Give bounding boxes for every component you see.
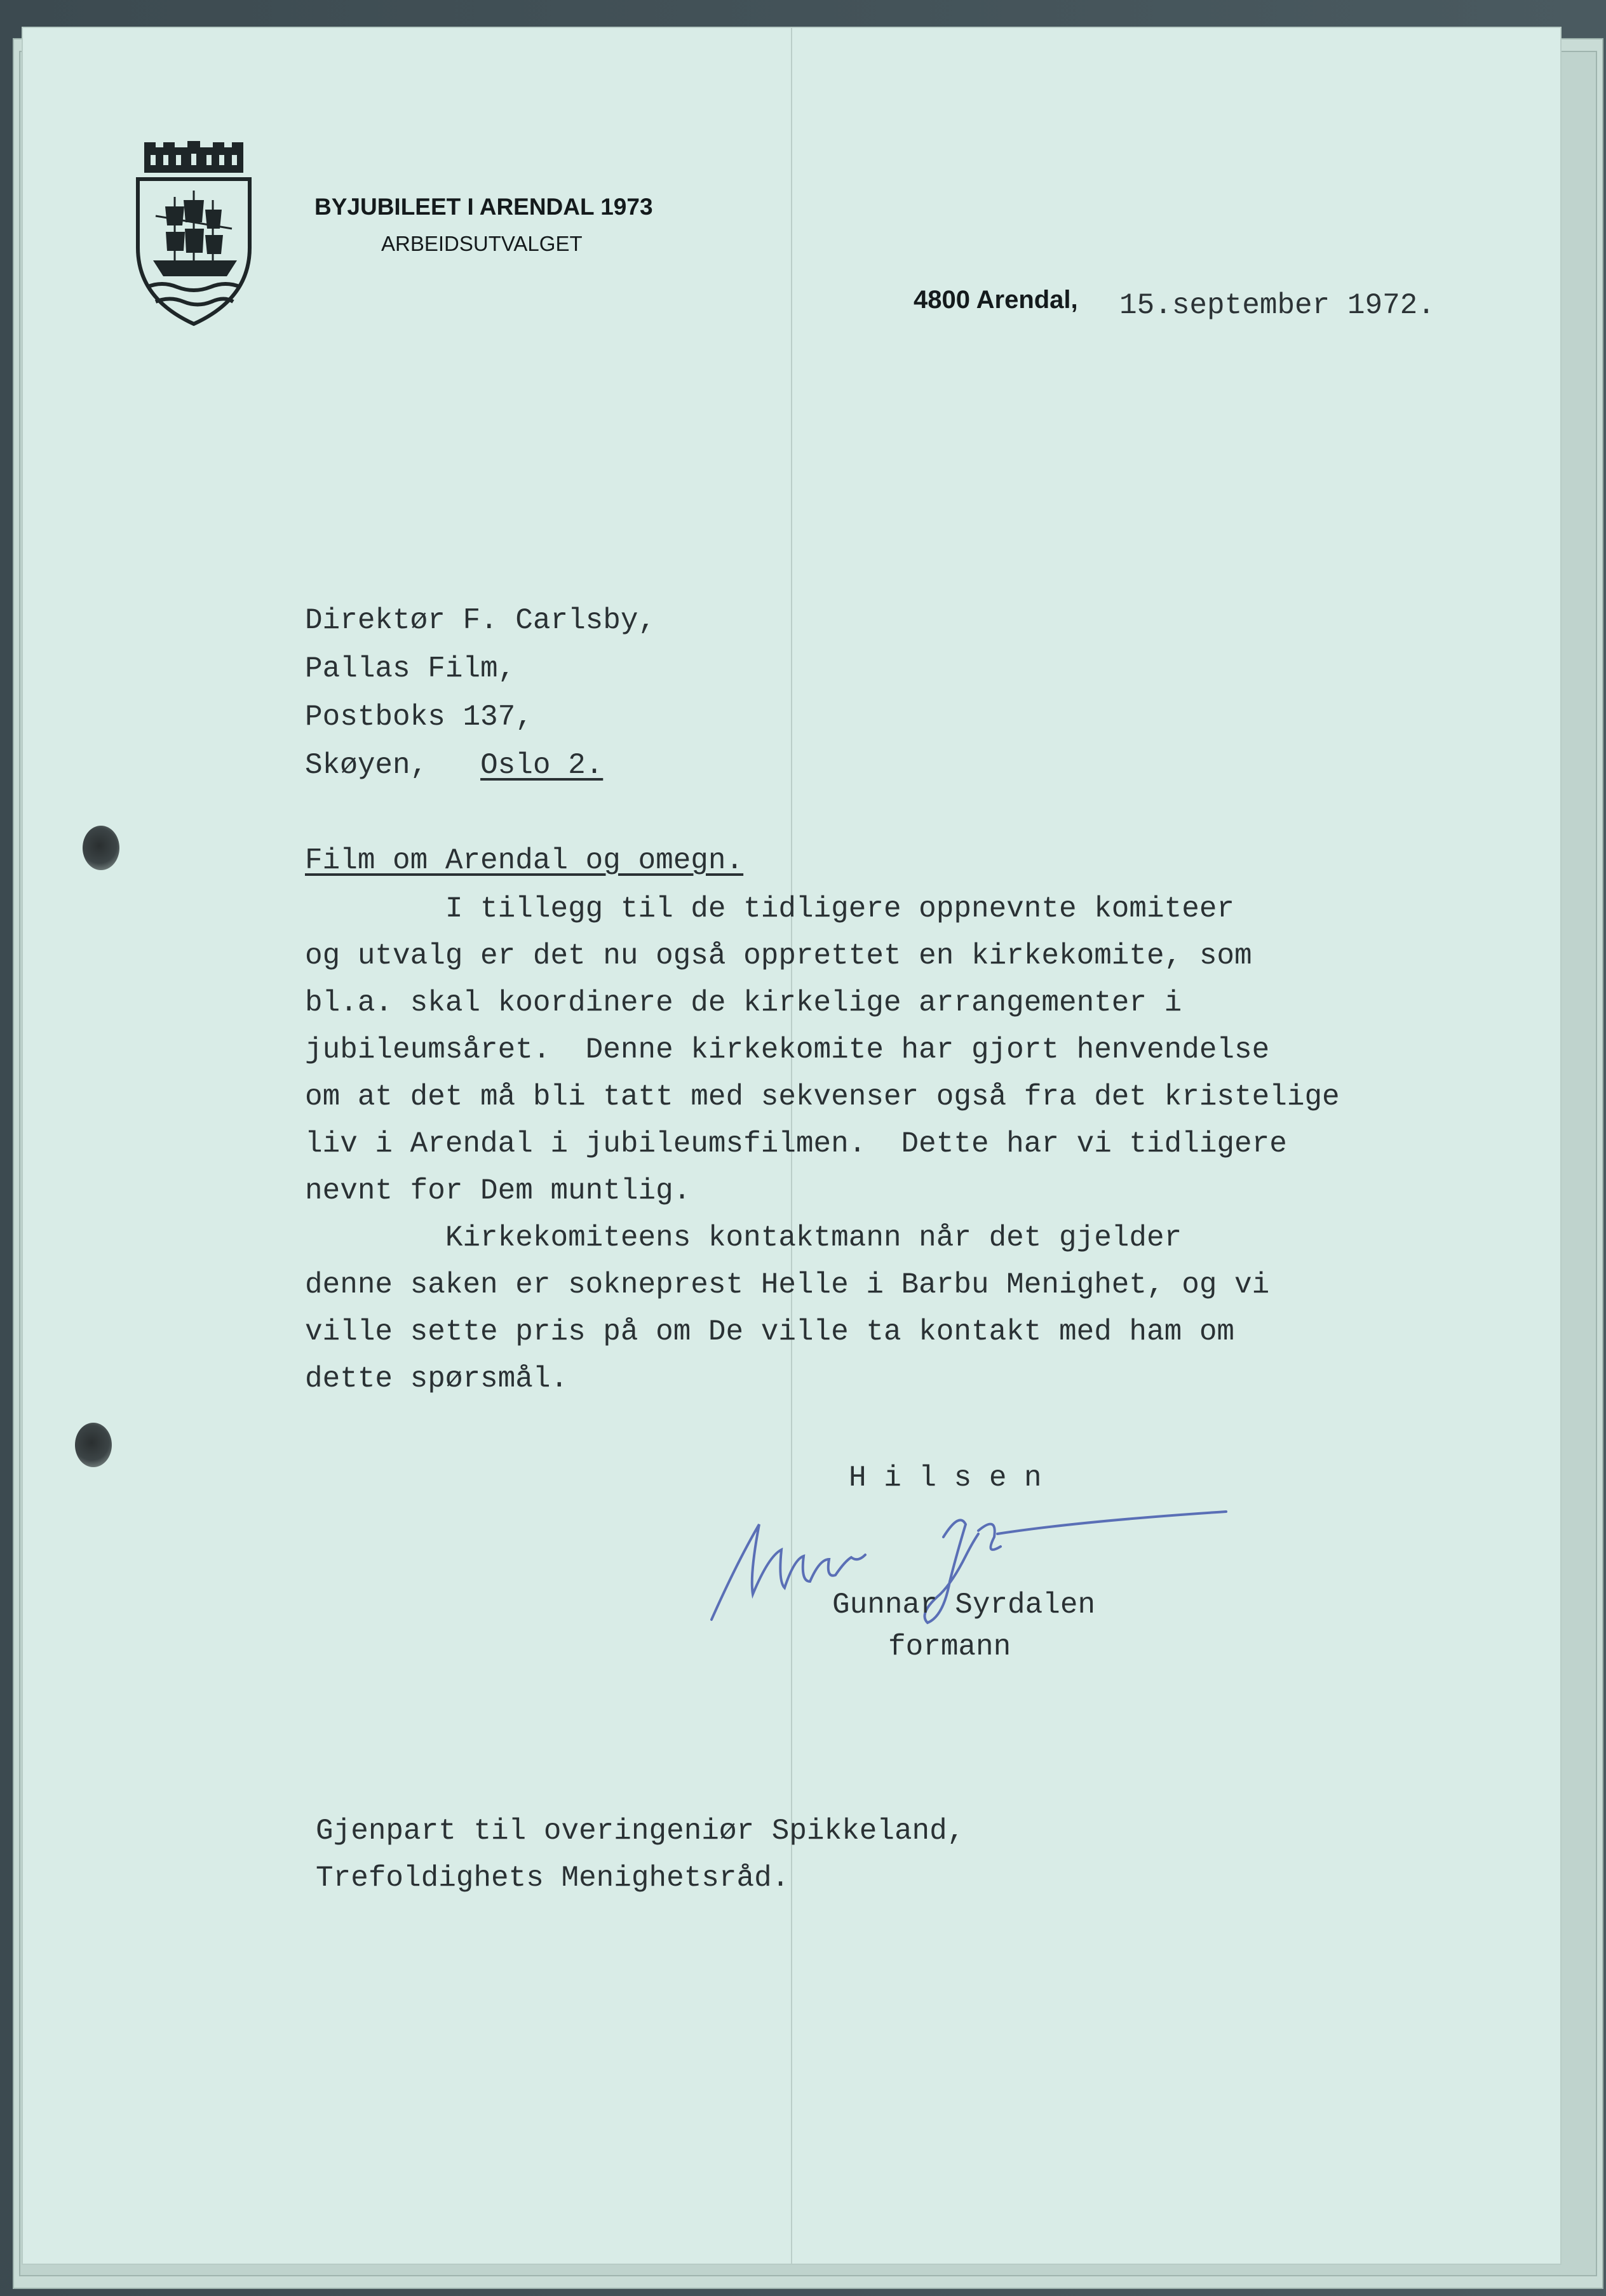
organization-subtitle: ARBEIDSUTVALGET (381, 232, 583, 255)
recipient-line-3: Postboks 137, (305, 701, 533, 734)
signatory-name: Gunnar Syrdalen (832, 1588, 1096, 1621)
body-line: og utvalg er det nu også opprettet en kirkekomite, som (305, 939, 1252, 972)
body-line: bl.a. skal koordinere de kirkelige arrangementer i (305, 986, 1182, 1019)
copy-recipient-line-1: Gjenpart til overingeniør Spikkeland, (316, 1815, 965, 1848)
letter-date: 15.september 1972. (1119, 289, 1435, 322)
body-line: denne saken er sokneprest Helle i Barbu Menighet, og vi (305, 1268, 1270, 1301)
punch-hole-top (83, 826, 119, 870)
body-line: dette spørsmål. (305, 1362, 569, 1395)
body-line: jubileumsåret. Denne kirkekomite har gjort henvendelse (305, 1033, 1270, 1066)
copy-recipient-line-2: Trefoldighets Menighetsråd. (316, 1862, 790, 1895)
recipient-district: Skøyen, (305, 749, 428, 782)
recipient-line-1: Direktør F. Carlsby, (305, 604, 656, 637)
body-line: Kirkekomiteens kontaktmann når det gjelder (305, 1221, 1182, 1254)
punch-hole-bottom (75, 1423, 112, 1467)
closing-greeting: H i l s e n (849, 1461, 1042, 1494)
letter-subject: Film om Arendal og omegn. (305, 844, 744, 877)
signatory-title: formann (888, 1630, 1011, 1663)
arendal-coat-of-arms-icon (130, 140, 257, 327)
letter-place: 4800 Arendal, (914, 286, 1078, 314)
recipient-line-2: Pallas Film, (305, 652, 516, 685)
body-line: liv i Arendal i jubileumsfilmen. Dette har vi tidligere (305, 1127, 1287, 1160)
organization-name: BYJUBILEET I ARENDAL 1973 (314, 194, 653, 220)
body-line: nevnt for Dem muntlig. (305, 1174, 691, 1207)
body-line: ville sette pris på om De ville ta kontakt med ham om (305, 1315, 1235, 1348)
recipient-city: Oslo 2. (480, 749, 604, 782)
recipient-line-4 (305, 742, 603, 789)
body-line: I tillegg til de tidligere oppnevnte komiteer (305, 892, 1235, 925)
body-line: om at det må bli tatt med sekvenser også fra det kristelige (305, 1080, 1340, 1113)
